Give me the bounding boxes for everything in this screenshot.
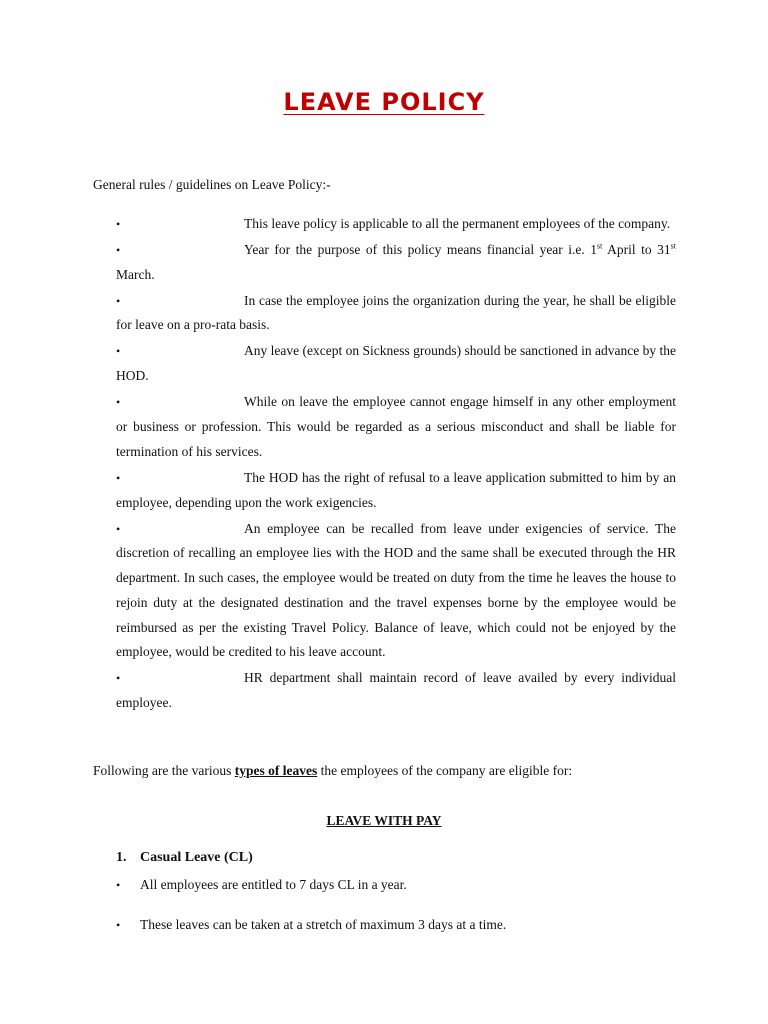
cl-point-text: All employees are entitled to 7 days CL in a year. bbox=[140, 877, 407, 892]
bullet-icon: • bbox=[116, 521, 121, 536]
list-item bbox=[116, 212, 676, 237]
intro-text: General rules / guidelines on Leave Policy:- bbox=[93, 177, 331, 192]
rule-text: HR department shall maintain record of leave availed by every individual employee. bbox=[116, 670, 676, 711]
list-item bbox=[116, 666, 676, 716]
rule-text: The HOD has the right of refusal to a leave application submitted to him by an employee, depending upon the work exigencies. bbox=[116, 469, 676, 510]
rule-text: Any leave (except on Sickness grounds) should be sanctioned in advance by the HOD. bbox=[116, 343, 676, 384]
bullet-icon: • bbox=[116, 878, 121, 892]
list-item bbox=[116, 390, 676, 464]
list-item bbox=[116, 877, 407, 893]
bullet-icon: • bbox=[116, 242, 121, 257]
rule-text: This leave policy is applicable to all the permanent employees of the company. bbox=[244, 216, 671, 231]
following-text: the employees of the company are eligible for: bbox=[317, 763, 573, 778]
superscript: st bbox=[670, 241, 676, 251]
bullet-icon: • bbox=[116, 344, 121, 359]
list-item bbox=[116, 517, 676, 666]
bullet-icon: • bbox=[116, 293, 121, 308]
subsection-number: 1. bbox=[116, 850, 127, 865]
list-item bbox=[116, 917, 506, 933]
bullet-icon: • bbox=[116, 395, 121, 410]
bullet-icon: • bbox=[116, 918, 121, 932]
subsection-heading bbox=[116, 850, 253, 866]
subsection-title: Casual Leave (CL) bbox=[140, 850, 253, 865]
bullet-icon: • bbox=[116, 671, 121, 686]
rule-text: Year for the purpose of this policy means financial year i.e. 1 bbox=[244, 241, 598, 257]
rule-text: An employee can be recalled from leave under exigencies of service. The discretion of recalling an employee lies with the HOD and the same shall be executed through the HR department. In such cases, the employee would be treated on duty from the time he leaves the house to rejoin duty at the designated destination and the travel expenses borne by the employee would be reimbursed as per the existing Travel Policy. Balance of leave, which could not be enjoyed by the employee, would be credited to his leave account. bbox=[116, 520, 676, 660]
rule-text: In case the employee joins the organization during the year, he shall be eligible for leave on a pro-rata basis. bbox=[116, 292, 676, 333]
types-of-leaves-emphasis: types of leaves bbox=[234, 763, 318, 778]
list-item bbox=[116, 339, 676, 389]
following-text: Following are the various bbox=[93, 763, 235, 778]
page-title: LEAVE POLICY bbox=[283, 88, 485, 116]
bullet-icon: • bbox=[116, 470, 121, 485]
list-item bbox=[116, 238, 676, 288]
rule-text: March. bbox=[116, 266, 155, 282]
bullet-icon: • bbox=[116, 217, 121, 231]
section-heading: LEAVE WITH PAY bbox=[326, 813, 442, 828]
list-item bbox=[116, 466, 676, 516]
rule-text: While on leave the employee cannot engage himself in any other employment or business or profession. This would be regarded as a serious misconduct and shall be liable for termination of his services. bbox=[116, 394, 676, 459]
superscript: st bbox=[597, 241, 603, 251]
list-item bbox=[116, 289, 676, 339]
cl-point-text: These leaves can be taken at a stretch of maximum 3 days at a time. bbox=[140, 917, 507, 932]
leave-types-intro bbox=[93, 763, 572, 779]
rules-list bbox=[116, 212, 676, 717]
rule-text: April to 31 bbox=[602, 241, 671, 257]
